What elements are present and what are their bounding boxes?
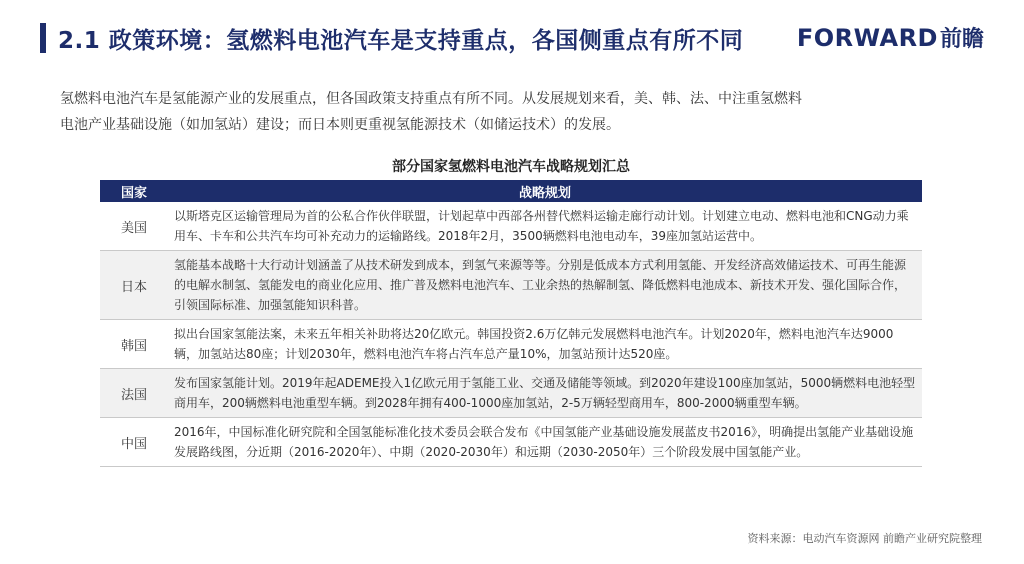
logo-text-cn: 前瞻 (939, 27, 984, 52)
title-accent-bar (40, 23, 46, 53)
row-country: 韩国 (100, 320, 168, 369)
forward-logo (797, 22, 984, 53)
row-country: 中国 (100, 418, 168, 467)
source-note: 资料来源：电动汽车资源网 前瞻产业研究院整理 (747, 532, 982, 545)
logo-text-en: FORWARD (796, 23, 938, 52)
row-plan: 发布国家氢能计划。2019年起ADEME投入1亿欧元用于氢能工业、交通及储能等领域。到2020年建设100座加氢站，5000辆燃料电池轻型商用车，200辆燃料电池重型车辆。到2028年拥有400-1000座加氢站，2-5万辆轻型商用车，800-2000辆重型车辆。 (168, 369, 922, 418)
row-plan: 拟出台国家氢能法案，未来五年相关补助将达20亿欧元。韩国投资2.6万亿韩元发展燃料电池汽车。计划2020年，燃料电池汽车达9000辆，加氢站达80座；计划2030年，燃料电池汽车将占汽车总产量10%，加氢站预计达520座。 (168, 320, 922, 369)
table-row (100, 418, 922, 467)
table-row (100, 369, 922, 418)
intro-line-1: 氢燃料电池汽车是氢能源产业的发展重点，但各国政策支持重点有所不同。从发展规划来看，美、韩、法、中注重氢燃料 (60, 91, 802, 107)
row-country: 日本 (100, 251, 168, 320)
header-plan: 战略规划 (168, 180, 922, 202)
header-country: 国家 (100, 180, 168, 202)
row-country: 法国 (100, 369, 168, 418)
row-plan: 氢能基本战略十大行动计划涵盖了从技术研发到成本，到氢气来源等等。分别是低成本方式利用氢能、开发经济高效储运技术、可再生能源的电解水制氢、氢能发电的商业化应用、推广普及燃料电池汽车、工业余热的热解制氢、降低燃料电池成本、新技术开发、强化国际合作，引领国际标准、加强氢能知识科普。 (168, 251, 922, 320)
table-title: 部分国家氢燃料电池汽车战略规划汇总 (392, 159, 630, 175)
table-row (100, 320, 922, 369)
table-row (100, 251, 922, 320)
row-country: 美国 (100, 202, 168, 251)
row-plan: 以斯塔克区运输管理局为首的公私合作伙伴联盟，计划起草中西部各州替代燃料运输走廊行动计划。计划建立电动、燃料电池和CNG动力乘用车、卡车和公共汽车均可补充动力的运输路线。2018年2月，3500辆燃料电池电动车，39座加氢站运营中。 (168, 202, 922, 251)
row-plan: 2016年，中国标准化研究院和全国氢能标准化技术委员会联合发布《中国氢能产业基础设施发展蓝皮书2016》，明确提出氢能产业基础设施发展路线图，分近期（2016-2020年）、中期（2020-2030年）和远期（2030-2050年）三个阶段发展中国氢能产业。 (168, 418, 922, 467)
intro-paragraph (60, 86, 980, 138)
page-title: 2.1 政策环境：氢燃料电池汽车是支持重点，各国侧重点有所不同 (58, 27, 744, 54)
strategy-table (100, 180, 922, 467)
table-header-row (100, 180, 922, 202)
table-row (100, 202, 922, 251)
intro-line-2: 电池产业基础设施（如加氢站）建设；而日本则更重视氢能源技术（如储运技术）的发展。 (60, 117, 620, 133)
